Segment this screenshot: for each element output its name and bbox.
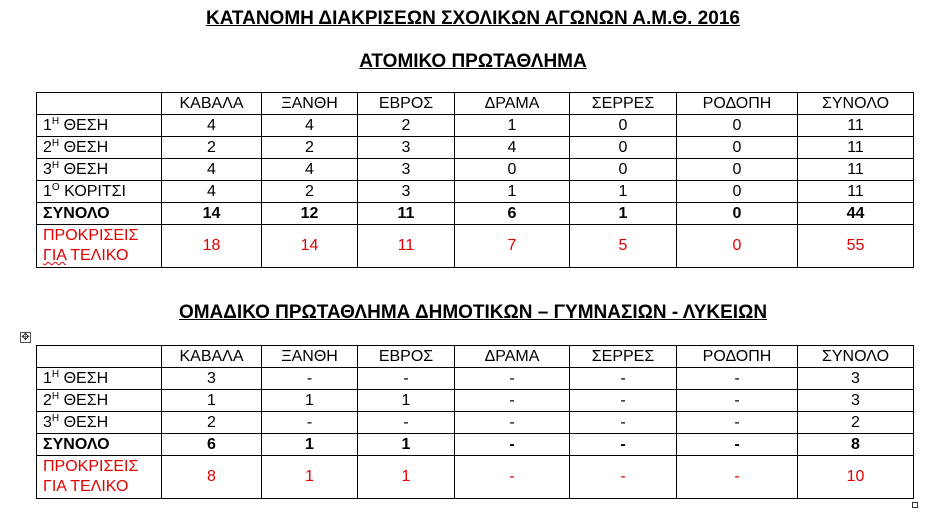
total-cell: - (677, 434, 798, 456)
atomic-championship-table (36, 92, 914, 268)
value-cell: 4 (262, 159, 358, 181)
resize-handle-icon[interactable] (912, 502, 918, 508)
value-cell: 0 (677, 181, 798, 203)
row-label-total: ΣΥΝΟΛΟ (37, 203, 162, 225)
value-cell: - (358, 368, 455, 390)
qualification-cell: - (677, 456, 798, 499)
total-row (37, 203, 914, 225)
qualification-cell: - (455, 456, 570, 499)
value-cell: 0 (677, 159, 798, 181)
value-cell: 3 (162, 368, 262, 390)
header-cell: ΞΑΝΘΗ (262, 346, 358, 368)
value-cell: 1 (570, 181, 677, 203)
total-cell: 6 (455, 203, 570, 225)
total-cell: - (455, 434, 570, 456)
value-cell: 3 (358, 159, 455, 181)
header-cell: ΚΑΒΑΛΑ (162, 346, 262, 368)
row-label-total: ΣΥΝΟΛΟ (37, 434, 162, 456)
qualification-cell: 1 (262, 456, 358, 499)
value-cell: 11 (798, 181, 914, 203)
qualification-cell: 5 (570, 225, 677, 268)
value-cell: - (677, 368, 798, 390)
total-cell: 6 (162, 434, 262, 456)
value-cell: 0 (570, 159, 677, 181)
header-cell: ΡΟΔΟΠΗ (677, 93, 798, 115)
header-corner-cell (37, 346, 162, 368)
header-cell: ΚΑΒΑΛΑ (162, 93, 262, 115)
value-cell: 1 (455, 115, 570, 137)
header-cell: ΔΡΑΜΑ (455, 93, 570, 115)
value-cell: - (570, 368, 677, 390)
value-cell: 2 (358, 115, 455, 137)
row-label-qualifications: ΠΡΟΚΡΙΣΕΙΣ ΓΙΑ ΤΕΛΙΚΟ (37, 225, 162, 268)
value-cell: 0 (570, 115, 677, 137)
header-cell: ΣΕΡΡΕΣ (570, 93, 677, 115)
header-cell: ΡΟΔΟΠΗ (677, 346, 798, 368)
value-cell: 0 (455, 159, 570, 181)
value-cell: - (358, 412, 455, 434)
value-cell: 11 (798, 159, 914, 181)
total-cell: 1 (262, 434, 358, 456)
qualifications-row (37, 225, 914, 268)
table-row (37, 159, 914, 181)
value-cell: 2 (262, 137, 358, 159)
header-cell: ΣΕΡΡΕΣ (570, 346, 677, 368)
value-cell: 4 (455, 137, 570, 159)
row-label-first-place: $1^H$ ΘΕΣΗ (37, 115, 162, 137)
header-corner-cell (37, 93, 162, 115)
table-row (37, 115, 914, 137)
qualification-cell: 0 (677, 225, 798, 268)
value-cell: 11 (798, 115, 914, 137)
qualification-cell: 1 (358, 456, 455, 499)
qualification-cell: 18 (162, 225, 262, 268)
qualification-cell: 7 (455, 225, 570, 268)
total-row (37, 434, 914, 456)
header-cell: ΣΥΝΟΛΟ (798, 346, 914, 368)
qualification-cell: 14 (262, 225, 358, 268)
table-row (37, 390, 914, 412)
value-cell: - (677, 412, 798, 434)
value-cell: - (677, 390, 798, 412)
value-cell: - (570, 390, 677, 412)
total-cell: 14 (162, 203, 262, 225)
total-cell: 1 (358, 434, 455, 456)
row-label-third-place: $3^H$ ΘΕΣΗ (37, 159, 162, 181)
value-cell: 1 (358, 390, 455, 412)
value-cell: 1 (162, 390, 262, 412)
header-cell: ΕΒΡΟΣ (358, 93, 455, 115)
header-cell: ΔΡΑΜΑ (455, 346, 570, 368)
main-title: ΚΑΤΑΝΟΜΗ ΔΙΑΚΡΙΣΕΩΝ ΣΧΟΛΙΚΩΝ ΑΓΩΝΩΝ Α.Μ.Θ. 2016 (206, 8, 740, 29)
value-cell: - (455, 390, 570, 412)
total-cell: 8 (798, 434, 914, 456)
value-cell: 4 (162, 115, 262, 137)
table-row (37, 412, 914, 434)
value-cell: 2 (162, 412, 262, 434)
header-row (37, 346, 914, 368)
value-cell: 2 (162, 137, 262, 159)
qualification-cell: 10 (798, 456, 914, 499)
move-handle-icon[interactable]: ✥ (21, 332, 30, 343)
value-cell: 3 (358, 181, 455, 203)
qualification-cell: 11 (358, 225, 455, 268)
qualification-cell: - (570, 456, 677, 499)
value-cell: - (570, 412, 677, 434)
value-cell: 2 (262, 181, 358, 203)
header-cell: ΕΒΡΟΣ (358, 346, 455, 368)
value-cell: 0 (677, 115, 798, 137)
table-row (37, 181, 914, 203)
value-cell: 4 (262, 115, 358, 137)
row-label-qualifications: ΠΡΟΚΡΙΣΕΙΣ ΓΙΑ ΤΕΛΙΚΟ (37, 456, 162, 499)
qualifications-row (37, 456, 914, 499)
value-cell: 1 (262, 390, 358, 412)
row-label-first-place: $1^H$ ΘΕΣΗ (37, 368, 162, 390)
value-cell: - (455, 368, 570, 390)
row-label-third-place: $3^H$ ΘΕΣΗ (37, 412, 162, 434)
value-cell: 0 (570, 137, 677, 159)
value-cell: - (262, 412, 358, 434)
table-row (37, 137, 914, 159)
row-label-second-place: $2^H$ ΘΕΣΗ (37, 390, 162, 412)
total-cell: 1 (570, 203, 677, 225)
value-cell: 0 (677, 137, 798, 159)
total-cell: 0 (677, 203, 798, 225)
row-label-second-place: $2^H$ ΘΕΣΗ (37, 137, 162, 159)
team-championship-title: ΟΜΑΔΙΚΟ ΠΡΩΤΑΘΛΗΜΑ ΔΗΜΟΤΙΚΩΝ – ΓΥΜΝΑΣΙΩΝ - ΛΥΚΕΙΩΝ (178, 302, 768, 323)
total-cell: 44 (798, 203, 914, 225)
value-cell: - (455, 412, 570, 434)
qualification-cell: 55 (798, 225, 914, 268)
total-cell: 11 (358, 203, 455, 225)
header-cell: ΞΑΝΘΗ (262, 93, 358, 115)
qualification-cell: 8 (162, 456, 262, 499)
value-cell: 3 (798, 368, 914, 390)
value-cell: 4 (162, 159, 262, 181)
value-cell: 4 (162, 181, 262, 203)
value-cell: 3 (358, 137, 455, 159)
value-cell: 1 (455, 181, 570, 203)
header-cell: ΣΥΝΟΛΟ (798, 93, 914, 115)
total-cell: - (570, 434, 677, 456)
row-label-first-girl: $1^O$ ΚΟΡΙΤΣΙ (37, 181, 162, 203)
atomic-championship-title: ΑΤΟΜΙΚΟ ΠΡΩΤΑΘΛΗΜΑ (359, 51, 587, 72)
value-cell: 11 (798, 137, 914, 159)
table-row (37, 368, 914, 390)
value-cell: 3 (798, 390, 914, 412)
header-row (37, 93, 914, 115)
value-cell: - (262, 368, 358, 390)
value-cell: 2 (798, 412, 914, 434)
team-championship-table (36, 345, 914, 499)
total-cell: 12 (262, 203, 358, 225)
